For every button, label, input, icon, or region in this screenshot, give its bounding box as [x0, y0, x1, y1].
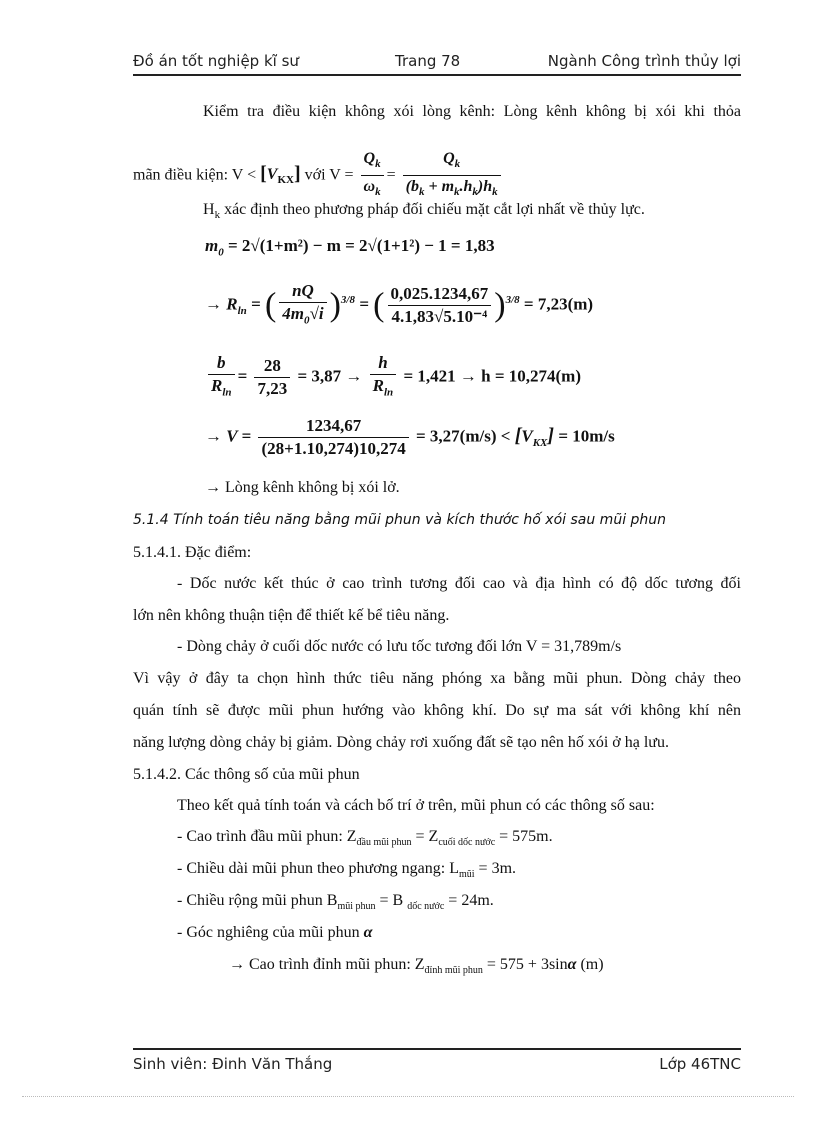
header-page-number: Trang 78	[395, 52, 461, 70]
paragraph-line: Vì vậy ở đây ta chọn hình thức tiêu năng phóng xa bằng mũi phun. Dòng chảy theo	[133, 670, 741, 687]
page-bottom-divider	[22, 1096, 794, 1097]
subsection-heading: 5.1.4.2. Các thông số của mũi phun	[133, 766, 360, 783]
equation-rln: → $R_{ln}$ = ( $\frac{nQ}{4m_0√i}$ )$^{3/8}$ = ( $\frac{0,025.1234,67}{\text{4.1,83√5.10⁻⁴}}$ )$^{3/8}$ = 7,23(m)	[205, 281, 594, 327]
param-item: - Cao trình đầu mũi phun: $Z_{đầu mũi phun} = Z_{cuối dốc nước} = 575m$.	[177, 828, 553, 849]
equation-m0: $m_0 = 2√(1+m^2) - m = 2√(1+1^2) - 1 = 1,83$	[205, 236, 495, 259]
param-item: - Chiều rộng mũi phun $B_{mũi phun} = B$ $_{dốc nước}$ = 24m.	[177, 892, 494, 913]
velocity-formula-expanded: $\frac{Q_k}{(b_k + m_k.h_k)h_k}$	[403, 148, 501, 203]
bullet-line: - Dòng chảy ở cuối dốc nước có lưu tốc tương đối lớn V = 31,789m/s	[177, 638, 622, 655]
equation-b-h: $\frac{b}{R_{ln}}$ = $\frac{28}{7,23}$ = 3,87 → $\frac{h}{R_{ln}}$ = 1,421 → h = 10,274(m)	[205, 352, 581, 403]
param-item: - Góc nghiêng của mũi phun α	[177, 924, 373, 941]
page-footer	[133, 1048, 741, 1076]
param-item: - Chiều dài mũi phun theo phương ngang: $L_{mũi} = 3m$.	[177, 860, 517, 881]
velocity-formula: $\frac{Q_k}{\omega_k}$	[361, 148, 384, 203]
bullet-line: - Dốc nước kết thúc ở cao trình tương đối cao và địa hình có độ dốc tương đối	[177, 575, 741, 592]
paragraph-line: quán tính sẽ được mũi phun hướng vào không khí. Do sự ma sát với không khí nên	[133, 702, 741, 719]
conclusion-text: → Lòng kênh không bị xói lở.	[205, 479, 400, 496]
condition-line: mãn điều kiện: $V < [V_{KX}]$ với V = $\frac{Q_k}{\omega_k}$ = $\frac{Q_k}{(b_k + m_k.h_k)h_k}$	[133, 148, 504, 203]
page-header	[133, 50, 741, 76]
intro-line: Theo kết quả tính toán và cách bố trí ở trên, mũi phun có các thông số sau:	[177, 797, 655, 814]
equation-velocity: → V = $\frac{1234,67}{(28+1.10,274)10,274}$ = $3,27(m/s) < [V_{KX}] = 10m/s$	[205, 416, 615, 458]
section-heading: 5.1.4 Tính toán tiêu năng bằng mũi phun và kích thước hố xói sau mũi phun	[133, 512, 667, 528]
header-left: Đồ án tốt nghiệp kĩ sư	[133, 52, 299, 70]
paragraph-line: Kiểm tra điều kiện không xói lòng kênh: Lòng kênh không bị xói khi thỏa	[203, 103, 741, 120]
bullet-line: lớn nên không thuận tiện để thiết kế bể tiêu năng.	[133, 607, 450, 624]
footer-author: Sinh viên: Đinh Văn Thắng	[133, 1055, 333, 1073]
subsection-heading: 5.1.4.1. Đặc điểm:	[133, 544, 252, 561]
paragraph-line: năng lượng dòng chảy bị giảm. Dòng chảy rơi xuống đất sẽ tạo nên hố xói ở hạ lưu.	[133, 734, 669, 751]
param-item-summit: → Cao trình đỉnh mũi phun: $Z_{đỉnh mũi phun} = 575 + 3\sin\alpha$ (m)	[229, 956, 604, 977]
hk-line: $H_k$ xác định theo phương pháp đối chiếu mặt cắt lợi nhất về thủy lực.	[203, 201, 645, 222]
footer-class: Lớp 46TNC	[659, 1055, 741, 1073]
header-right: Ngành Công trình thủy lợi	[547, 52, 741, 70]
